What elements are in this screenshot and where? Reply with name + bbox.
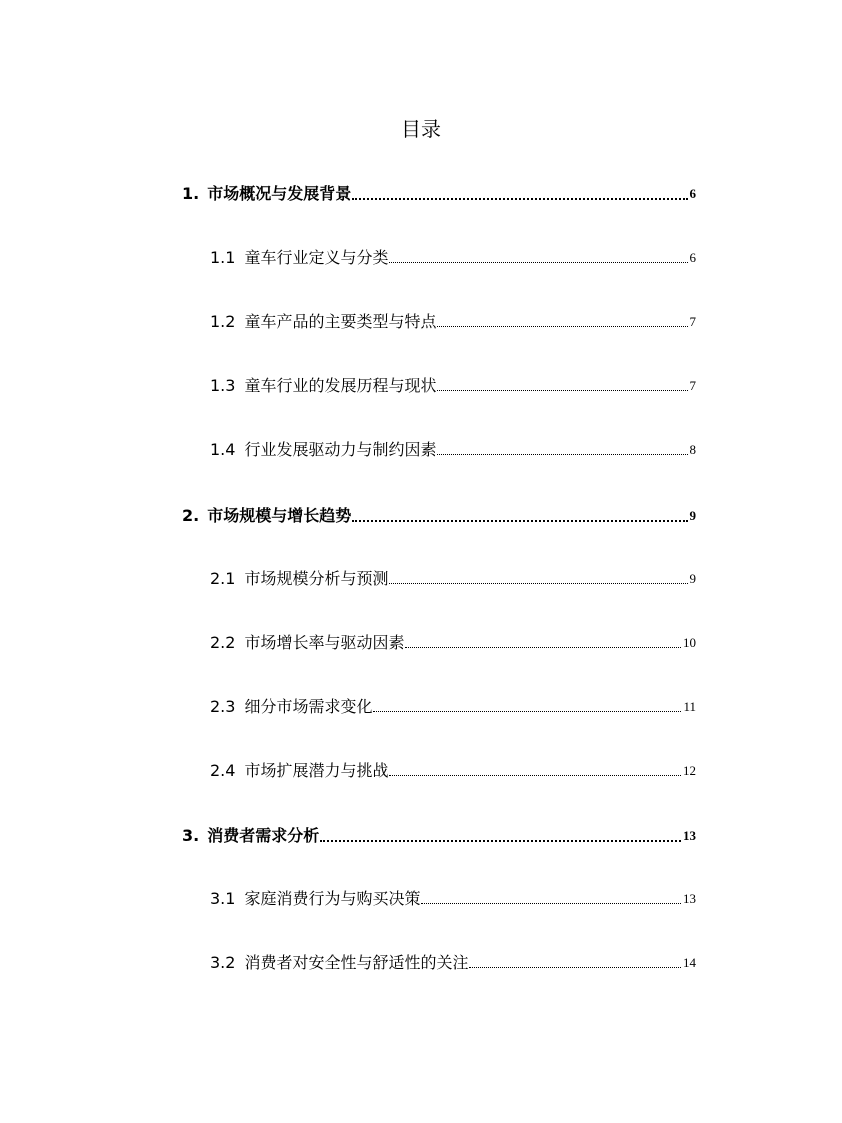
toc-leader-dots [437, 390, 687, 391]
toc-entry-page: 7 [689, 378, 696, 393]
toc-leader-dots [352, 520, 687, 522]
toc-entry-2-4[interactable] [210, 759, 696, 783]
toc-leader-dots [469, 967, 681, 968]
toc-entry-title: 消费者需求分析 [207, 826, 320, 845]
toc-leader-dots [389, 583, 687, 584]
toc-entry-2[interactable] [182, 504, 696, 528]
toc-entry-1-4[interactable] [210, 438, 696, 462]
toc-entry-number: 3.1 [210, 889, 236, 908]
toc-entry-number: 3.2 [210, 953, 236, 972]
toc-entry-number: 1.4 [210, 440, 236, 459]
toc-entry-number: 2.3 [210, 697, 236, 716]
toc-leader-dots [437, 454, 687, 455]
toc-entry-title: 童车行业定义与分类 [244, 248, 389, 267]
toc-entry-number: 1.1 [210, 248, 236, 267]
toc-entry-number: 1.3 [210, 376, 236, 395]
toc-leader-dots [320, 840, 681, 842]
toc-entry-title: 童车行业的发展历程与现状 [244, 376, 437, 395]
toc-leader-dots [373, 711, 681, 712]
toc-leader-dots [405, 647, 681, 648]
toc-entry-title: 市场规模分析与预测 [244, 569, 389, 588]
toc-entry-title: 市场规模与增长趋势 [207, 506, 352, 525]
toc-entry-2-3[interactable] [210, 695, 696, 719]
toc-leader-dots [437, 326, 687, 327]
toc-leader-dots [352, 198, 687, 200]
toc-entry-number: 1. [182, 184, 200, 203]
toc-entry-title: 消费者对安全性与舒适性的关注 [244, 953, 469, 972]
toc-entry-1[interactable] [182, 182, 696, 206]
toc-entry-page: 14 [683, 955, 696, 970]
toc-entry-page: 12 [683, 763, 696, 778]
toc-entry-page: 8 [689, 442, 696, 457]
toc-entry-3-2[interactable] [210, 951, 696, 975]
toc-entry-2-2[interactable] [210, 631, 696, 655]
toc-entry-title: 市场增长率与驱动因素 [244, 633, 405, 652]
toc-entry-page: 6 [689, 250, 696, 265]
toc-entry-title: 行业发展驱动力与制约因素 [244, 440, 437, 459]
toc-leader-dots [389, 775, 681, 776]
toc-entry-page: 7 [689, 314, 696, 329]
toc-entry-number: 2.2 [210, 633, 236, 652]
toc-entry-number: 2.4 [210, 761, 236, 780]
toc-entry-page: 9 [689, 508, 696, 523]
toc-entry-page: 11 [683, 699, 696, 714]
toc-entry-1-1[interactable] [210, 246, 696, 270]
toc-entry-page: 13 [683, 891, 696, 906]
toc-entry-number: 3. [182, 826, 200, 845]
toc-leader-dots [421, 903, 681, 904]
toc-entry-number: 2. [182, 506, 200, 525]
toc-leader-dots [389, 262, 687, 263]
toc-entry-page: 6 [689, 186, 696, 201]
toc-entry-title: 市场概况与发展背景 [207, 184, 352, 203]
toc-entry-3-1[interactable] [210, 887, 696, 911]
toc-entry-page: 9 [689, 571, 696, 586]
toc-entry-title: 细分市场需求变化 [244, 697, 373, 716]
toc-entry-page: 10 [683, 635, 696, 650]
page-title: 目录 [401, 117, 441, 141]
toc-entry-1-3[interactable] [210, 374, 696, 398]
toc-entry-page: 13 [683, 828, 696, 843]
toc-entry-title: 家庭消费行为与购买决策 [244, 889, 421, 908]
toc-entry-title: 童车产品的主要类型与特点 [244, 312, 437, 331]
toc-entry-3[interactable] [182, 824, 696, 848]
toc-entry-number: 1.2 [210, 312, 236, 331]
toc-entry-2-1[interactable] [210, 567, 696, 591]
toc-entry-title: 市场扩展潜力与挑战 [244, 761, 389, 780]
toc-entry-number: 2.1 [210, 569, 236, 588]
toc-entry-1-2[interactable] [210, 310, 696, 334]
